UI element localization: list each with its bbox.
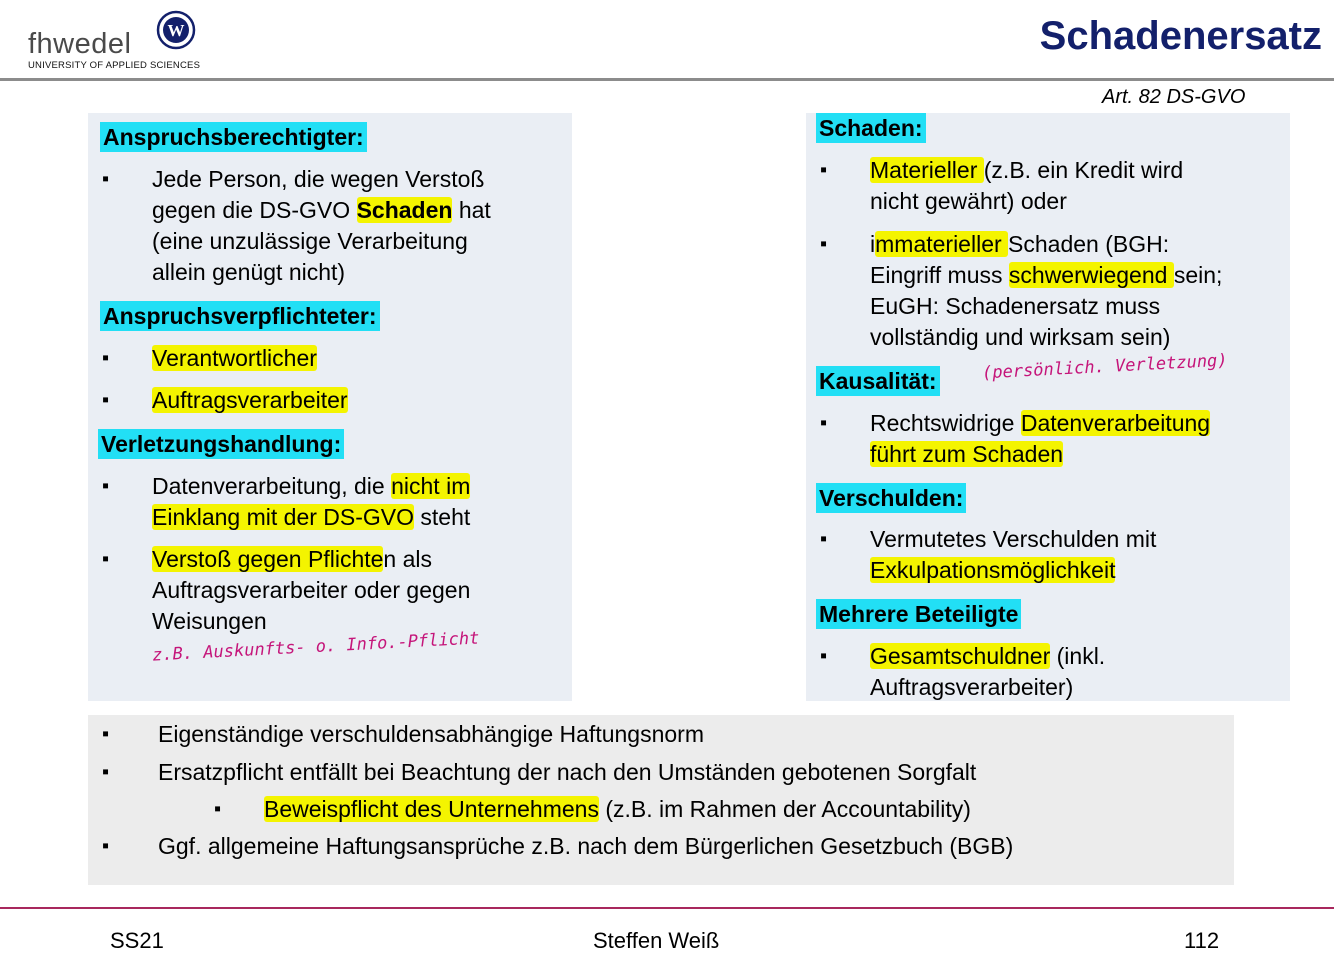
heading-schaden: Schaden: bbox=[816, 113, 926, 143]
bullet-marker: ▪ bbox=[820, 233, 828, 255]
bullet-marker: ▪ bbox=[102, 389, 110, 411]
summary-line: Eigenständige verschuldensabhängige Haftungsnorm bbox=[158, 721, 704, 747]
bullet-marker: ▪ bbox=[102, 347, 110, 369]
text-line: Gesamtschuldner (inkl. bbox=[870, 643, 1106, 669]
heading-anspruchsverpflichteter: Anspruchsverpflichteter: bbox=[100, 301, 380, 331]
sub-bullet-marker: ▪ bbox=[214, 798, 222, 820]
bullet-marker: ▪ bbox=[820, 159, 828, 181]
bullet-marker: ▪ bbox=[102, 168, 110, 190]
handwritten-note: z.B. Auskunfts- o. Info.-Pflicht bbox=[151, 628, 480, 666]
text-line: (eine unzulässige Verarbeitung bbox=[152, 228, 468, 254]
text-line: gegen die DS-GVO Schaden hat bbox=[152, 197, 491, 223]
text-line: Verstoß gegen Pflichten als bbox=[152, 546, 433, 572]
bullet-marker: ▪ bbox=[102, 835, 110, 857]
text-line: Auftragsverarbeiter) bbox=[870, 674, 1074, 700]
text-line: Vermutetes Verschulden mit bbox=[870, 526, 1157, 552]
text-line: immaterieller Schaden (BGH: bbox=[870, 231, 1170, 257]
logo-wordmark: fhwedel bbox=[28, 28, 132, 60]
right-panel bbox=[806, 113, 1290, 701]
heading-mehrere-beteiligte: Mehrere Beteiligte bbox=[816, 599, 1021, 629]
heading-kausalitaet: Kausalität: bbox=[816, 366, 940, 396]
highlight-schaden: Schaden bbox=[356, 197, 453, 223]
summary-line: Ersatzpflicht entfällt bei Beachtung der nach den Umständen gebotenen Sorgfalt bbox=[158, 759, 977, 785]
bullet-marker: ▪ bbox=[820, 412, 828, 434]
text-line: Einklang mit der DS-GVO steht bbox=[152, 504, 471, 530]
summary-line: Ggf. allgemeine Haftungsansprüche z.B. nach dem Bürgerlichen Gesetzbuch (BGB) bbox=[158, 833, 1014, 859]
text-line: Verantwortlicher bbox=[152, 345, 317, 371]
bullet-marker: ▪ bbox=[102, 475, 110, 497]
page-number: 112 bbox=[1184, 928, 1220, 953]
bullet-marker: ▪ bbox=[820, 528, 828, 550]
header-divider bbox=[0, 78, 1334, 81]
svg-text:W: W bbox=[167, 21, 185, 40]
footer-divider bbox=[0, 907, 1334, 909]
text-line: Datenverarbeitung, die nicht im bbox=[152, 473, 471, 499]
text-line: Eingriff muss schwerwiegend sein; bbox=[870, 262, 1223, 288]
text-line: Jede Person, die wegen Verstoß bbox=[152, 166, 485, 192]
bullet-marker: ▪ bbox=[102, 723, 110, 745]
left-panel bbox=[88, 113, 572, 701]
heading-verletzungshandlung: Verletzungshandlung: bbox=[98, 429, 344, 459]
footer-semester: SS21 bbox=[110, 928, 164, 953]
bullet-marker: ▪ bbox=[102, 548, 110, 570]
handwritten-note: (persönlich. Verletzung) bbox=[981, 350, 1228, 384]
bullet-marker: ▪ bbox=[820, 645, 828, 667]
logo-subtitle: UNIVERSITY OF APPLIED SCIENCES bbox=[28, 60, 201, 71]
university-emblem-icon bbox=[156, 10, 196, 50]
text-line: allein genügt nicht) bbox=[152, 259, 346, 285]
text-line: EuGH: Schadenersatz muss bbox=[870, 293, 1161, 319]
footer-author: Steffen Weiß bbox=[593, 928, 720, 953]
summary-panel bbox=[88, 715, 1234, 885]
legal-reference: Art. 82 DS-GVO bbox=[1102, 86, 1246, 108]
heading-verschulden: Verschulden: bbox=[816, 483, 966, 513]
text-line: führt zum Schaden bbox=[870, 441, 1064, 467]
summary-subline: Beweispflicht des Unternehmens (z.B. im Rahmen der Accountability) bbox=[264, 796, 971, 822]
text-line: nicht gewährt) oder bbox=[870, 188, 1067, 214]
slide-title: Schadenersatz bbox=[1039, 14, 1322, 58]
text-line: Auftragsverarbeiter oder gegen bbox=[152, 577, 471, 603]
text-line: Materieller (z.B. ein Kredit wird bbox=[870, 157, 1184, 183]
text-line: vollständig und wirksam sein) bbox=[870, 324, 1171, 350]
text-line: Auftragsverarbeiter bbox=[152, 387, 348, 413]
text-line: Rechtswidrige Datenverarbeitung bbox=[870, 410, 1211, 436]
text-line: Weisungen bbox=[152, 608, 267, 634]
bullet-marker: ▪ bbox=[102, 761, 110, 783]
text-line: Exkulpationsmöglichkeit bbox=[870, 557, 1116, 583]
heading-anspruchsberechtigter: Anspruchsberechtigter: bbox=[100, 122, 367, 152]
